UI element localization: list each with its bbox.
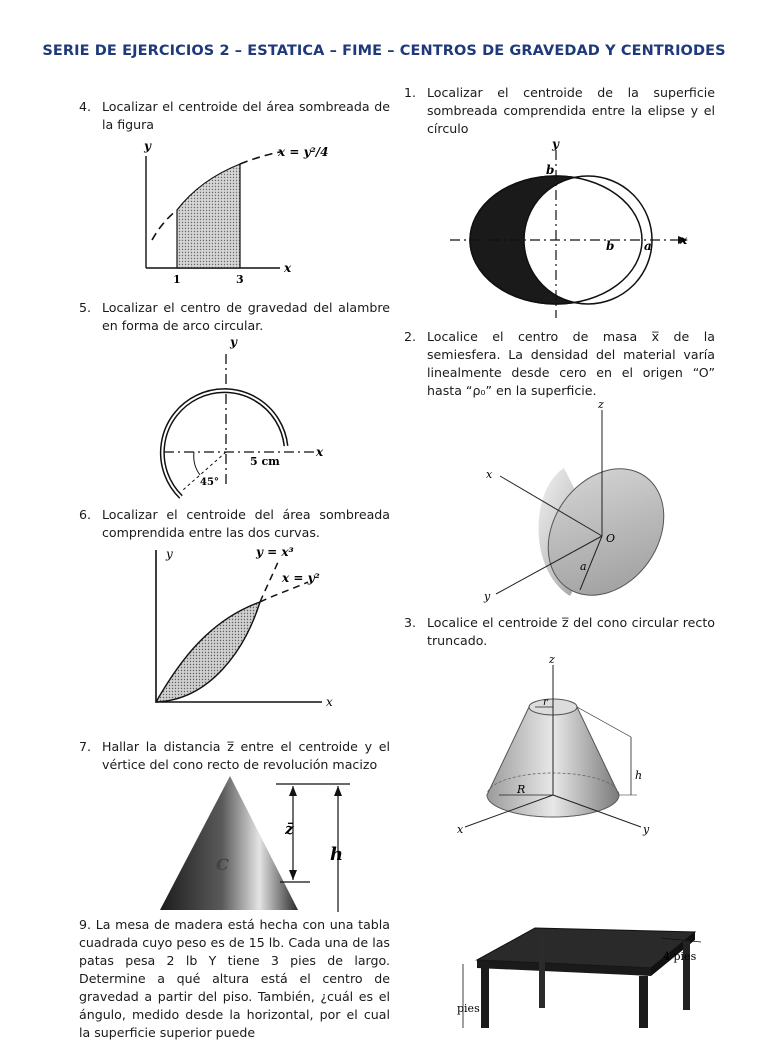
- problem-number: 5.: [79, 300, 92, 315]
- problem-number: 7.: [79, 739, 92, 754]
- fig4-tick-1: 1: [173, 273, 181, 286]
- problem-text: Localizar el centro de gravedad del alambre en forma de arco circular.: [102, 300, 390, 333]
- fig6-curve1-label: y = x³: [256, 545, 294, 559]
- fig3-r-label: r: [543, 697, 548, 708]
- figure-3-truncated-cone: [455, 655, 685, 845]
- fig2-origin-label: O: [606, 532, 616, 545]
- fig3-h-label: h: [635, 769, 643, 782]
- fig2-x-label: x: [486, 468, 493, 481]
- fig7-h-label: h: [330, 844, 344, 865]
- figure-4-parabola-area: [130, 140, 330, 290]
- fig5-x-label: x: [316, 445, 324, 459]
- problem-text: Localizar el centroide del área sombreada de la figura: [102, 99, 390, 132]
- page-title: SERIE DE EJERCICIOS 2 – ESTATICA – FIME – CENTROS DE GRAVEDAD Y CENTRIODES: [42, 43, 726, 59]
- problem-3: [404, 614, 715, 650]
- fig6-x-label: x: [326, 695, 333, 709]
- fig3-z-label: z: [549, 653, 555, 666]
- problem-2: [404, 328, 715, 400]
- problem-text: Localice el centro de masa x̅ de la semiesfera. La densidad del material varía linealmente desde cero en el origen “O” hasta “ρ₀” en la superficie.: [427, 329, 715, 398]
- fig1-y-label: y: [552, 137, 559, 151]
- fig9-side-dimension: pies: [457, 1002, 480, 1015]
- problem-text: Localizar el centroide de la superficie sombreada comprendida entre la elipse y el círculo: [427, 85, 715, 136]
- problem-5: [79, 299, 390, 335]
- figure-9-wooden-table: [455, 918, 715, 1028]
- fig6-y-label: y: [166, 547, 173, 561]
- figure-2-hemisphere: [480, 400, 700, 610]
- fig3-R-label: R: [517, 783, 526, 796]
- fig4-tick-3: 3: [236, 273, 244, 286]
- fig1-b-top-label: b: [546, 163, 555, 177]
- problem-7: [79, 738, 390, 774]
- problem-number: 2.: [404, 329, 417, 344]
- figure-7-solid-cone: [150, 772, 390, 912]
- fig7-centroid-label: C: [216, 855, 229, 874]
- problem-number: 3.: [404, 615, 417, 630]
- fig1-x-label: x: [680, 233, 688, 247]
- figure-1-ellipse-circle: [440, 137, 700, 320]
- problem-4: [79, 98, 390, 134]
- fig1-a-label: a: [644, 239, 652, 253]
- fig2-radius-label: a: [580, 560, 587, 573]
- fig3-y-label: y: [643, 823, 650, 836]
- problem-1: [404, 84, 715, 138]
- problem-number: 1.: [404, 85, 417, 100]
- figure-5-circular-arc-wire: [150, 335, 350, 500]
- problem-number: 4.: [79, 99, 92, 114]
- fig2-y-label: y: [484, 590, 491, 603]
- fig4-x-label: x: [284, 261, 292, 275]
- fig7-zbar-label: z̄: [285, 820, 294, 838]
- fig4-curve-label: x = y²/4: [278, 145, 329, 159]
- fig5-radius-label: 5 cm: [250, 455, 280, 468]
- fig5-y-label: y: [230, 335, 237, 349]
- problem-number: 6.: [79, 507, 92, 522]
- fig9-top-dimension: 4 pies: [663, 950, 697, 963]
- fig6-curve2-label: x = y²: [282, 571, 320, 585]
- fig2-z-label: z: [598, 398, 604, 411]
- problem-6: [79, 506, 390, 542]
- fig1-b-right-label: b: [606, 239, 615, 253]
- fig3-x-label: x: [457, 823, 464, 836]
- problem-text: Localice el centroide z̅ del cono circular recto truncado.: [427, 615, 715, 648]
- problem-text: Localizar el centroide del área sombreada comprendida entre las dos curvas.: [102, 507, 390, 540]
- problem-9: 9. La mesa de madera está hecha con una tabla cuadrada cuyo peso es de 15 lb. Cada una de las patas pesa 2 lb Y tiene 3 pies de largo. Determine a qué altura está el centro de gravedad a partir del piso. También, ¿cuál es el ángulo, medido desde la horizontal, por el cual la superficie superior puede: [79, 917, 390, 1040]
- fig5-angle-label: 45°: [200, 477, 219, 488]
- problem-text: Hallar la distancia z̅ entre el centroide y el vértice del cono recto de revolución macizo: [102, 739, 390, 772]
- fig4-y-label: y: [144, 139, 151, 153]
- figure-6-two-curves-area: [150, 540, 370, 710]
